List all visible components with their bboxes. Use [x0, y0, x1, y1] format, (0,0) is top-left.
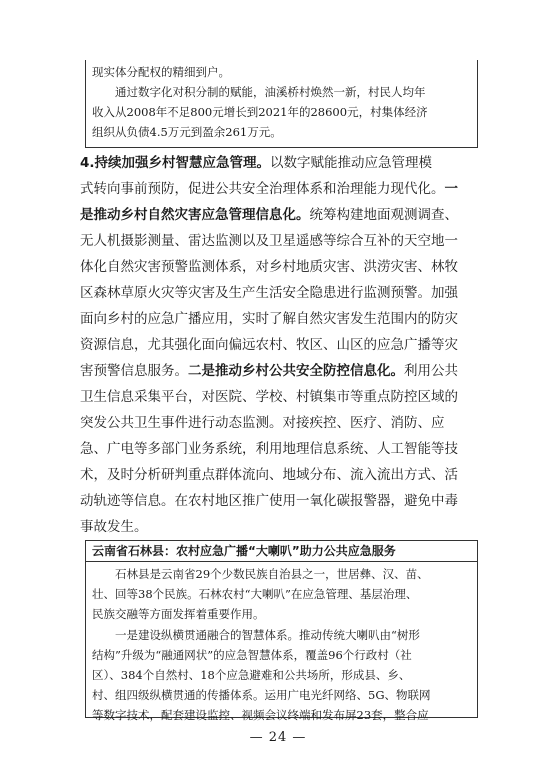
- case-line: 区）、384个自然村、18个应急避难和公共场所，形成县、乡、: [92, 668, 411, 683]
- body-line: 面向乡村的应急广播应用，实时了解自然灾害发生范围内的防灾: [80, 311, 458, 327]
- body-line: 急、广电等多部门业务系统，利用地理信息系统、人工智能等技: [80, 441, 458, 457]
- body-line: 区森林草原火灾等灾害及生产生活安全隐患进行监测预警。加强: [80, 285, 458, 301]
- case-line: 一是建设纵横贯通融合的智慧体系。推动传统大喇叭由“树形: [92, 627, 420, 642]
- body-line: 式转向事前预防，促进公共安全治理体系和治理能力现代化。一: [80, 181, 458, 197]
- top-box-line: 通过数字化对积分制的赋能，油溪桥村焕然一新，村民人均年: [92, 85, 426, 99]
- case-line: 结构”升级为“融通网状”的应急智慧体系，覆盖96个行政村（社: [92, 647, 412, 662]
- case-line: 民族交融等方面发挥着重要作用。: [92, 607, 265, 622]
- body-text: [80, 150, 484, 540]
- body-line: 害预警信息服务。二是推动乡村公共安全防控信息化。利用公共: [80, 363, 458, 379]
- case-line: 壮、回等38个民族。石林农村“大喇叭”在应急管理、基层治理、: [92, 587, 418, 602]
- case-study-title: 云南省石林县：农村应急广播“大喇叭”助力公共应急服务: [86, 541, 477, 562]
- body-line: 动轨迹等信息。在农村地区推广使用一氧化碳报警器，避免中毒: [80, 493, 458, 509]
- case-line: 石林县是云南省29个少数民族自治县之一，世居彝、汉、苗、: [92, 567, 429, 581]
- case-study-content: [86, 562, 477, 726]
- body-line: 是推动乡村自然灾害应急管理信息化。统筹构建地面观测调查、: [80, 207, 458, 223]
- case-study-box: [85, 540, 478, 723]
- subheading-one-start: 一: [444, 181, 458, 197]
- top-box-line: 组织从负债4.5万元到盈余261万元。: [92, 125, 282, 139]
- body-line: 体化自然灾害预警监测体系，对乡村地质灾害、洪涝灾害、林牧: [80, 259, 458, 275]
- subheading-one: 是推动乡村自然灾害应急管理信息化。: [80, 207, 310, 223]
- body-line: 资源信息，尤其强化面向偏远农村、牧区、山区的应急广播等灾: [80, 337, 458, 353]
- body-line: 卫生信息采集平台，对医院、学校、村镇集市等重点防控区域的: [80, 389, 458, 405]
- body-line: 事故发生。: [80, 519, 148, 535]
- body-line: 突发公共卫生事件进行动态监测。对接疾控、医疗、消防、应: [80, 415, 445, 431]
- page-number: — 24 —: [249, 730, 307, 745]
- body-line: 无人机摄影测量、雷达监测以及卫星遥感等综合互补的天空地一: [80, 233, 458, 249]
- body-line: 术，及时分析研判重点群体流向、地域分布、流入流出方式、活: [80, 467, 458, 483]
- section-heading: 4.持续加强乡村智慧应急管理。: [80, 155, 271, 171]
- body-line: 4.持续加强乡村智慧应急管理。以数字赋能推动应急管理模: [80, 155, 433, 171]
- top-box-line: 现实体分配权的精细到户。: [92, 65, 230, 79]
- case-line: 等数字技术，配套建设监控、视频会议终端和发布屏23套，整合应: [92, 708, 429, 723]
- top-case-box-continued: [85, 60, 478, 148]
- case-line: 村、组四级纵横贯通的传播体系。运用广电光纤网络、5G、物联网: [92, 688, 431, 703]
- top-box-line: 收入从2008年不足800元增长到2021年的28600元，村集体经济: [92, 105, 428, 119]
- subheading-two: 二是推动乡村公共安全防控信息化。: [188, 363, 404, 379]
